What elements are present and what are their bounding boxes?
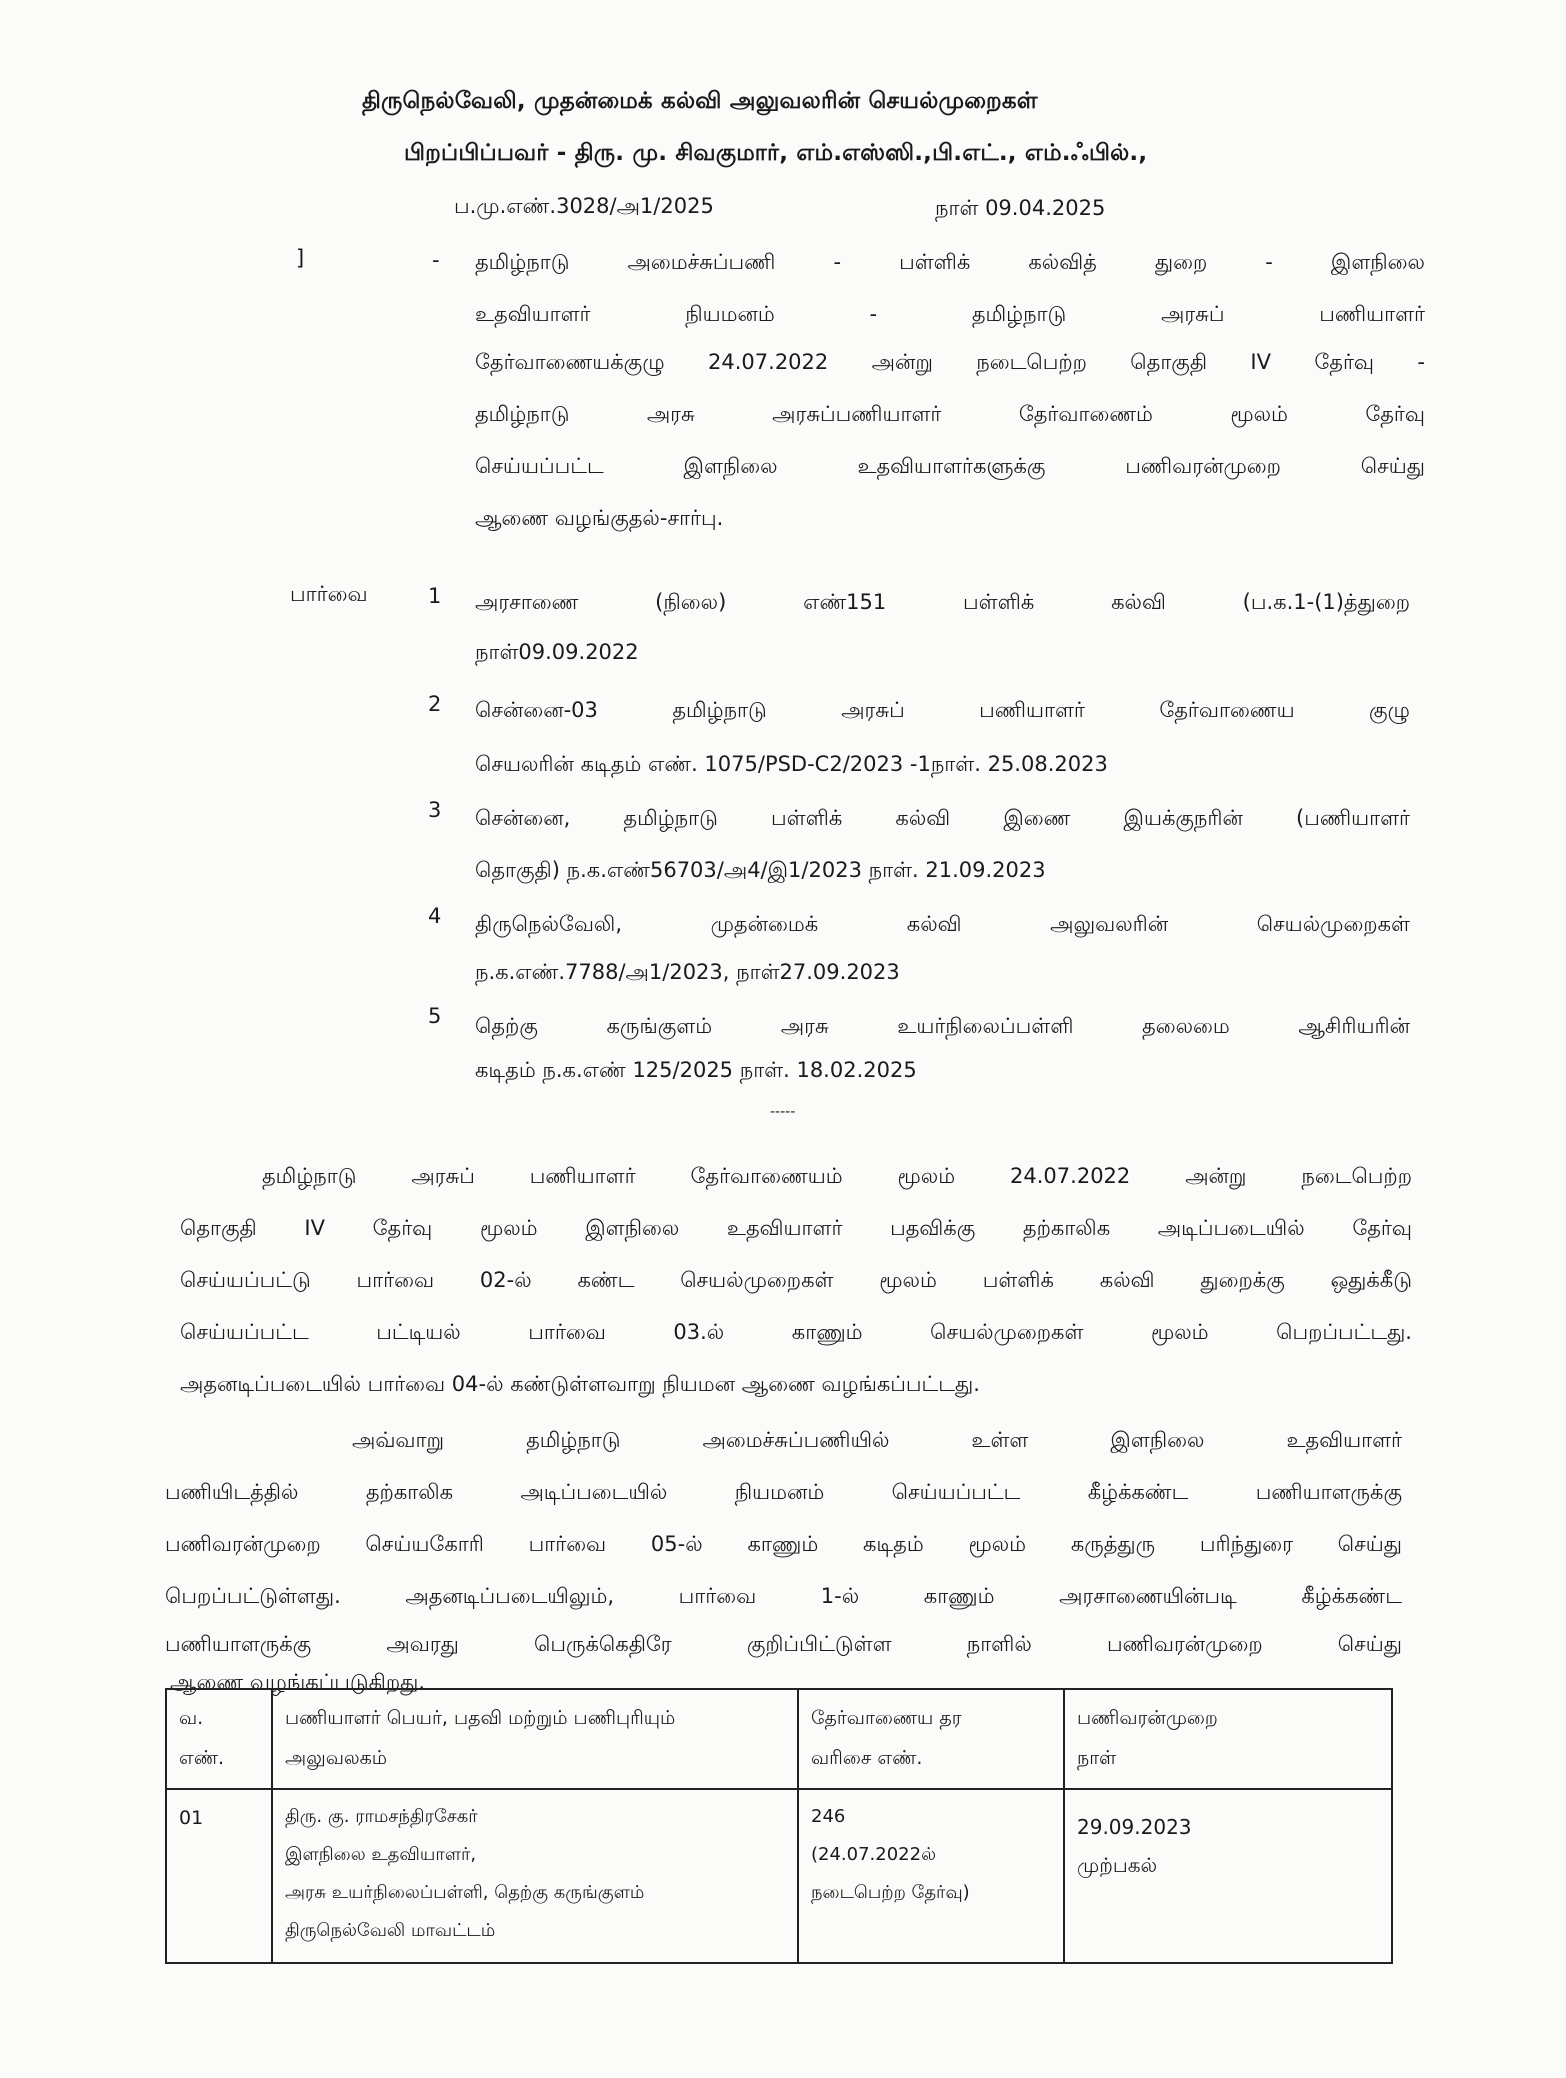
subject-line-2: உதவியாளர் நியமனம் - தமிழ்நாடு அரசுப் பணியாளர் [475, 302, 1425, 326]
reference-item-3-line-2: தொகுதி) ந.க.எண்56703/அ4/இ1/2023 நாள். 21.09.2023 [475, 858, 1046, 882]
para2-line-6: ஆணை வழங்கப்படுகிறது. [170, 1670, 426, 1694]
office-title: திருநெல்வேலி, முதன்மைக் கல்வி அலுவலரின் செயல்முறைகள் [362, 88, 1038, 114]
subject-line-6: ஆணை வழங்குதல்-சார்பு. [475, 506, 724, 530]
reference-date: நாள் 09.04.2025 [935, 196, 1106, 220]
employee-designation: இளநிலை உதவியாளர், [285, 1844, 477, 1866]
reference-item-1-number: 1 [428, 584, 442, 608]
regularisation-table [165, 1688, 1393, 1964]
employee-school: அரசு உயர்நிலைப்பள்ளி, தெற்கு கருங்குளம் [285, 1882, 645, 1904]
para2-line-1: அவ்வாறு தமிழ்நாடு அமைச்சுப்பணியில் உள்ள இளநிலை உதவியாளர் [352, 1428, 1402, 1452]
table-row [166, 1789, 1392, 1963]
cell-date: 29.09.2023 முற்பகல் [1064, 1789, 1392, 1963]
reference-number: ப.மு.எண்.3028/அ1/2025 [454, 194, 714, 218]
margin-mark: ] [296, 246, 305, 270]
references-separator: ----- [770, 1104, 796, 1120]
issuer-line: பிறப்பிப்பவர் - திரு. மு. சிவகுமார், எம்.எஸ்ஸி.,பி.எட்., எம்.ஃபில்., [404, 140, 1148, 166]
employee-district: திருநெல்வேலி மாவட்டம் [285, 1920, 496, 1942]
reference-item-2-line-1: சென்னை-03 தமிழ்நாடு அரசுப் பணியாளர் தேர்வாணைய குழு [475, 698, 1410, 722]
para1-line-3: செய்யப்பட்டு பார்வை 02-ல் கண்ட செயல்முறைகள் மூலம் பள்ளிக் கல்வி துறைக்கு ஒதுக்கீடு [180, 1268, 1412, 1292]
subject-dash: - [432, 248, 440, 272]
reference-item-5-number: 5 [428, 1004, 442, 1028]
reference-item-1-line-1: அரசாணை (நிலை) எண்151 பள்ளிக் கல்வி (ப.க.1-(1)த்துறை [475, 590, 1410, 614]
header-serial: வ. எண். [166, 1689, 272, 1789]
para1-line-5: அதனடிப்படையில் பார்வை 04-ல் கண்டுள்ளவாறு நியமன ஆணை வழங்கப்பட்டது. [180, 1372, 980, 1396]
para1-line-2: தொகுதி IV தேர்வு மூலம் இளநிலை உதவியாளர் பதவிக்கு தற்காலிக அடிப்படையில் தேர்வு [180, 1216, 1412, 1240]
para2-line-4: பெறப்பட்டுள்ளது. அதனடிப்படையிலும், பார்வை 1-ல் காணும் அரசாணையின்படி கீழ்க்கண்ட [165, 1584, 1402, 1608]
subject-line-4: தமிழ்நாடு அரசு அரசுப்பணியாளர் தேர்வாணைம் மூலம் தேர்வு [475, 402, 1425, 426]
subject-line-1: தமிழ்நாடு அமைச்சுப்பணி - பள்ளிக் கல்வித் துறை - இளநிலை [475, 250, 1425, 274]
para1-line-1: தமிழ்நாடு அரசுப் பணியாளர் தேர்வாணையம் மூலம் 24.07.2022 அன்று நடைபெற்ற [262, 1164, 1412, 1188]
subject-line-3: தேர்வாணையக்குழு 24.07.2022 அன்று நடைபெற்ற தொகுதி IV தேர்வு - [475, 350, 1425, 374]
reference-item-4-line-2: ந.க.எண்.7788/அ1/2023, நாள்27.09.2023 [475, 960, 900, 984]
para1-line-4: செய்யப்பட்ட பட்டியல் பார்வை 03.ல் காணும் செயல்முறைகள் மூலம் பெறப்பட்டது. [180, 1320, 1412, 1344]
header-name: பணியாளர் பெயர், பதவி மற்றும் பணிபுரியும் அலுவலகம் [272, 1689, 798, 1789]
reference-item-5-line-1: தெற்கு கருங்குளம் அரசு உயர்நிலைப்பள்ளி தலைமை ஆசிரியரின் [475, 1014, 1410, 1038]
cell-serial: 01 [166, 1789, 272, 1963]
header-rank: தேர்வாணைய தர வரிசை எண். [798, 1689, 1064, 1789]
cell-name [272, 1789, 798, 1963]
header-date: பணிவரன்முறை நாள் [1064, 1689, 1392, 1789]
table-header-row [166, 1689, 1392, 1789]
subject-line-5: செய்யப்பட்ட இளநிலை உதவியாளர்களுக்கு பணிவரன்முறை செய்து [475, 454, 1425, 478]
reference-item-5-line-2: கடிதம் ந.க.எண் 125/2025 நாள். 18.02.2025 [475, 1058, 917, 1082]
reference-item-3-line-1: சென்னை, தமிழ்நாடு பள்ளிக் கல்வி இணை இயக்குநரின் (பணியாளர் [475, 806, 1410, 830]
references-label: பார்வை [290, 582, 368, 606]
reference-item-1-line-2: நாள்09.09.2022 [475, 640, 639, 664]
cell-rank: 246 (24.07.2022ல் நடைபெற்ற தேர்வு) [798, 1789, 1064, 1963]
reference-item-4-number: 4 [428, 904, 442, 928]
employee-name: திரு. கு. ராமசந்திரசேகர் [285, 1806, 478, 1828]
reference-item-2-number: 2 [428, 692, 442, 716]
reference-item-3-number: 3 [428, 798, 442, 822]
reference-item-4-line-1: திருநெல்வேலி, முதன்மைக் கல்வி அலுவலரின் செயல்முறைகள் [475, 912, 1410, 936]
para2-line-3: பணிவரன்முறை செய்யகோரி பார்வை 05-ல் காணும் கடிதம் மூலம் கருத்துரு பரிந்துரை செய்து [165, 1532, 1402, 1556]
reference-item-2-line-2: செயலரின் கடிதம் எண். 1075/PSD-C2/2023 -1நாள். 25.08.2023 [475, 752, 1108, 776]
para2-line-2: பணியிடத்தில் தற்காலிக அடிப்படையில் நியமனம் செய்யப்பட்ட கீழ்க்கண்ட பணியாளருக்கு [165, 1480, 1402, 1504]
para2-line-5: பணியாளருக்கு அவரது பெருக்கெதிரே குறிப்பிட்டுள்ள நாளில் பணிவரன்முறை செய்து [165, 1632, 1402, 1656]
